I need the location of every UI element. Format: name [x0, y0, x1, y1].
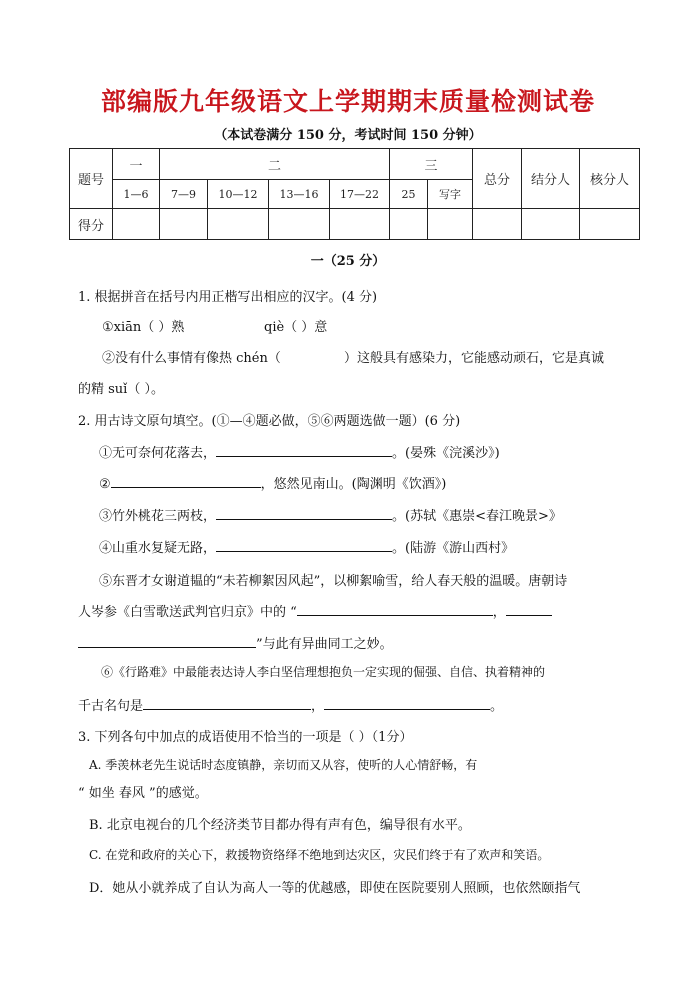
q2-item-e-start: 人岑参《白雪歌送武判官归京》中的 “: [78, 605, 297, 620]
score-table-defen: 得分: [70, 209, 113, 240]
score-table-header-yi: 一: [113, 149, 160, 180]
score-table-sub: 17—22: [330, 180, 390, 209]
q1-line2-a: ②没有什么事情有像热 chén（: [102, 351, 281, 366]
q3-option-a-line1: A. 季羡林老先生说话时态度镇静，亲切而又从容，使听的人心情舒畅，有: [89, 758, 478, 772]
q2-item-d-end: 。(陆游《游山西村》: [392, 541, 515, 556]
q2-item-a-blank[interactable]: [216, 442, 392, 457]
q3-option-c: C. 在党和政府的关心下，救援物资络绎不绝地到达灾区，灾民们终于有了欢声和笑语。: [89, 848, 550, 862]
score-table-header-san: 三: [390, 149, 473, 180]
score-table-header-jiefenren: 结分人: [522, 149, 580, 209]
q2-item-e-line1: ⑤东晋才女谢道韫的“未若柳絮因风起”，以柳絮喻雪，给人春天般的温暖。唐朝诗: [99, 574, 568, 589]
q2-item-e-blank1[interactable]: [297, 601, 493, 616]
q2-item-f-start: 千古名句是: [78, 699, 144, 714]
q2-item-e-line3: [78, 633, 393, 652]
q2-item-f-line2: [78, 695, 503, 714]
score-cell[interactable]: [208, 209, 269, 240]
score-table-sub: 7—9: [160, 180, 208, 209]
score-table-header-tihao: 题号: [70, 149, 113, 209]
score-cell[interactable]: [160, 209, 208, 240]
q2-item-c: [99, 505, 562, 524]
score-cell[interactable]: [390, 209, 428, 240]
q2-item-e-comma: ，: [492, 605, 506, 620]
q2-item-d: [99, 537, 514, 556]
q1-line1-b: qiè（ ）意: [264, 320, 328, 335]
q2-item-b-end: ，悠然见南山。(陶渊明《饮酒》): [260, 477, 447, 492]
section-heading-1: 一（25 分）: [310, 254, 386, 269]
q2-item-f-blank1[interactable]: [143, 695, 311, 710]
q1-line1-a: ①xiān（ ）熟: [102, 320, 185, 335]
score-cell[interactable]: [113, 209, 160, 240]
q2-item-b-blank[interactable]: [111, 473, 261, 488]
q2-item-e-blank2b[interactable]: [78, 633, 256, 648]
q2-item-d-start: ④山重水复疑无路，: [99, 541, 217, 556]
page-subtitle: （本试卷满分 150 分，考试时间 150 分钟）: [214, 128, 482, 143]
q2-item-f-end: 。: [490, 699, 504, 714]
score-table-header-zongfen: 总分: [473, 149, 522, 209]
q2-item-a-end: 。(晏殊《浣溪沙》): [392, 446, 500, 461]
q3-option-a-line2: “ 如坐 春风 ”的感觉。: [78, 786, 208, 801]
q2-item-f-comma: ，: [311, 699, 325, 714]
score-cell[interactable]: [522, 209, 580, 240]
score-table-header-hefenren: 核分人: [580, 149, 640, 209]
score-table-sub: 13—16: [269, 180, 330, 209]
q2-item-f-blank2[interactable]: [324, 695, 490, 710]
page-title: 部编版九年级语文上学期期末质量检测试卷: [100, 87, 595, 116]
q2-item-a: [99, 442, 500, 461]
score-table-sub: 10—12: [208, 180, 269, 209]
q2-item-e-line2: [78, 601, 552, 620]
score-table: [69, 148, 640, 240]
q3-option-d: D．她从小就养成了自认为高人一等的优越感，即使在医院要别人照顾，也依然颐指气: [89, 881, 581, 896]
q2-item-e-end: ”与此有异曲同工之妙。: [256, 637, 393, 652]
q1-line3: 的精 suǐ（ ）。: [78, 382, 164, 397]
score-table-sub: 写字: [428, 180, 473, 209]
q2-item-d-blank[interactable]: [216, 537, 392, 552]
score-cell[interactable]: [473, 209, 522, 240]
q3-heading: 3. 下列各句中加点的成语使用不恰当的一项是（ ）（1分）: [78, 730, 413, 745]
q2-item-b-start: ②: [99, 477, 111, 492]
q2-item-a-start: ①无可奈何花落去，: [99, 446, 217, 461]
q2-heading: 2. 用古诗文原句填空。(①—④题必做，⑤⑥两题选做一题）(6 分): [78, 414, 461, 429]
score-cell[interactable]: [580, 209, 640, 240]
score-cell[interactable]: [428, 209, 473, 240]
q1-line2-b: ）这般具有感染力，它能感动顽石，它是真诚: [344, 351, 605, 366]
q2-item-f-line1: ⑥《行路难》中最能表达诗人李白坚信理想抱负一定实现的倔强、自信、执着精神的: [101, 665, 546, 679]
q2-item-c-start: ③竹外桃花三两枝，: [99, 509, 217, 524]
q1-heading: 1. 根据拼音在括号内用正楷写出相应的汉字。(4 分): [78, 290, 378, 305]
score-table-sub: 25: [390, 180, 428, 209]
q2-item-b: [99, 473, 446, 492]
q2-item-c-end: 。(苏轼《惠崇<春江晚景>》: [392, 509, 562, 524]
q2-item-c-blank[interactable]: [216, 505, 392, 520]
q2-item-e-blank2a[interactable]: [506, 601, 552, 616]
score-table-header-er: 二: [160, 149, 390, 180]
q3-option-b: B. 北京电视台的几个经济类节目都办得有声有色，编导很有水平。: [89, 818, 471, 833]
score-cell[interactable]: [330, 209, 390, 240]
score-cell[interactable]: [269, 209, 330, 240]
score-table-sub: 1—6: [113, 180, 160, 209]
